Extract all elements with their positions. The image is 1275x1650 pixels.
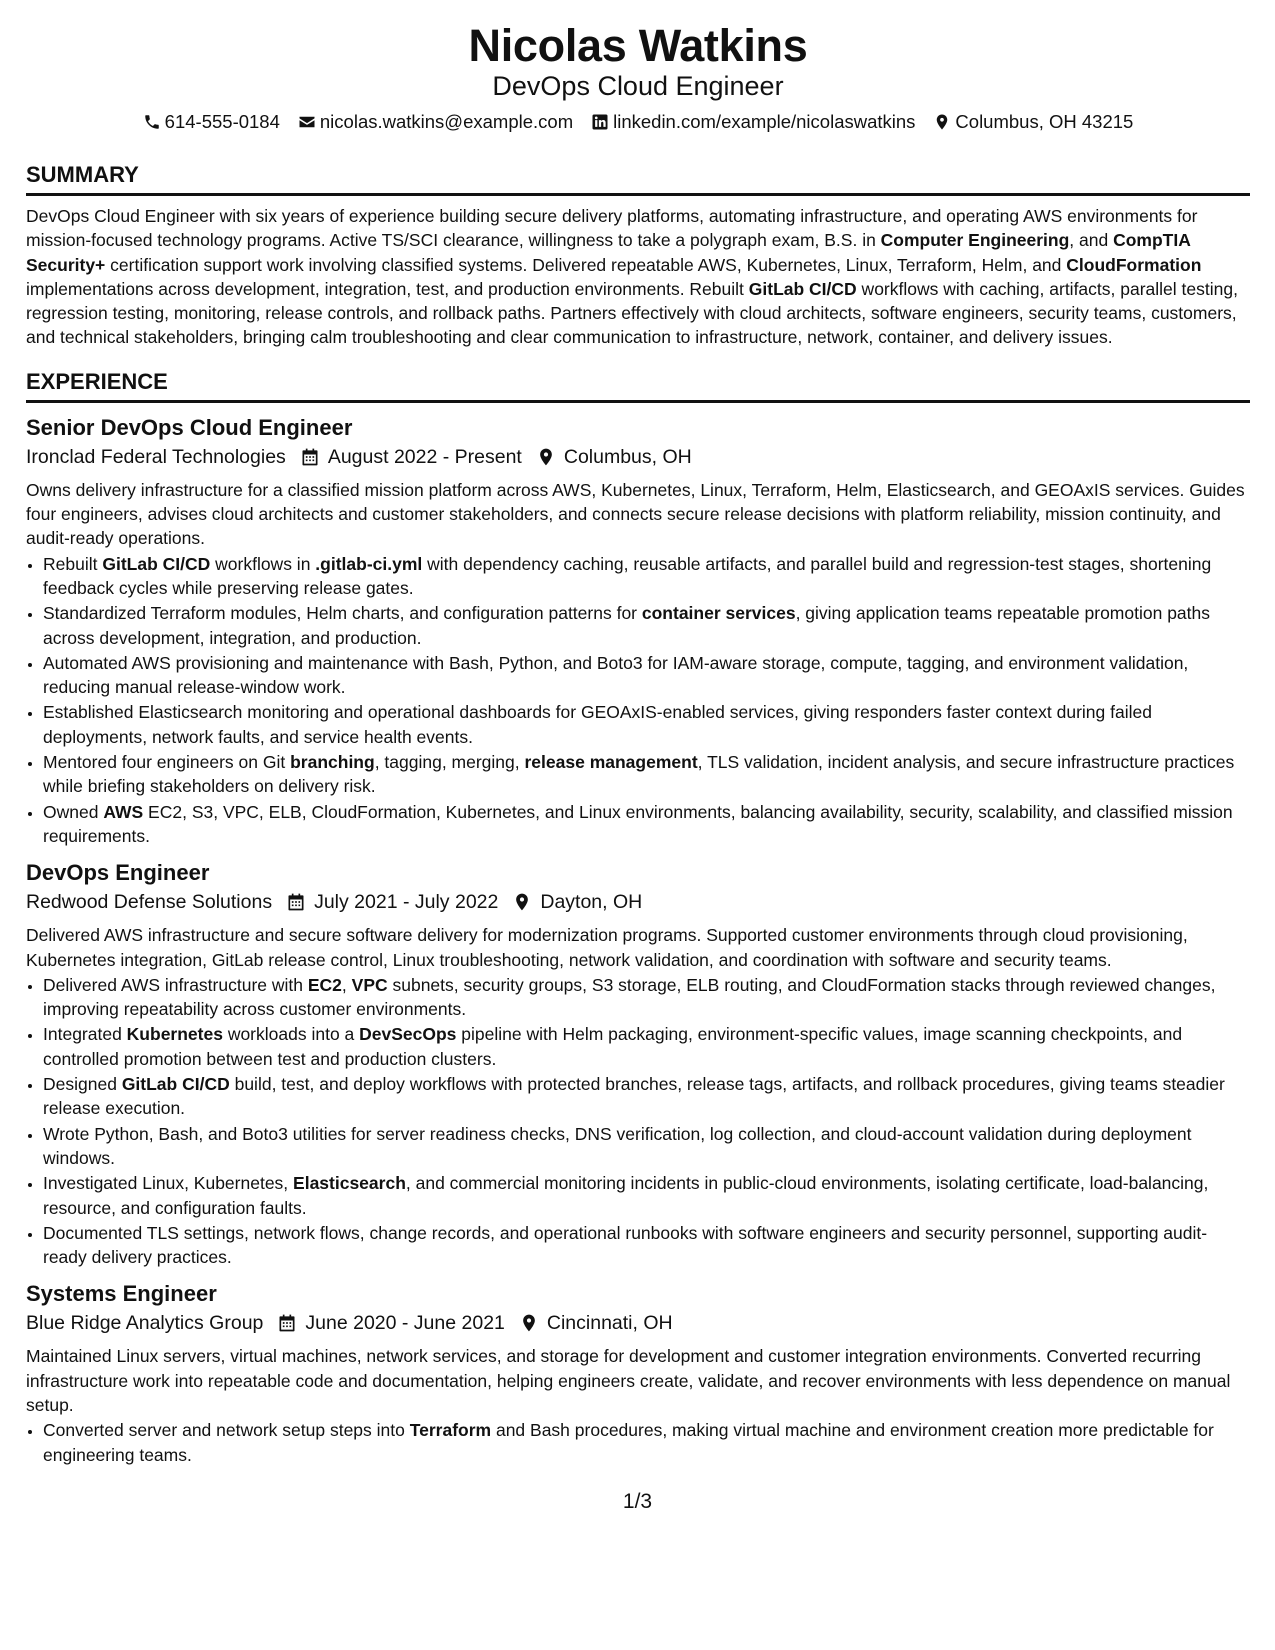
bold-keyword: Computer Engineering	[880, 230, 1070, 251]
job-entry	[26, 413, 1250, 848]
location-text: Columbus, OH 43215	[955, 111, 1134, 132]
bold-keyword: GitLab CI/CD	[102, 553, 211, 574]
text-run: pipeline with Helm packaging, environment-specific values, image scanning checkpoints, and controlled promotion between test and production clusters.	[43, 1024, 1183, 1069]
text-run: Converted server and network setup steps into	[43, 1420, 410, 1441]
achievement-item	[43, 1418, 1250, 1467]
company-name: Blue Ridge Analytics Group	[26, 1312, 264, 1335]
text-run: EC2, S3, VPC, ELB, CloudFormation, Kubernetes, and Linux environments, balancing availability, security, scalability, and classified mission requirements.	[43, 801, 1233, 846]
map-pin-icon	[933, 113, 951, 131]
company-name: Ironclad Federal Technologies	[26, 445, 286, 468]
job-description: Owns delivery infrastructure for a classified mission platform across AWS, Kubernetes, Linux, Terraform, Helm, Elasticsearch, and GEOAxIS services. Guides four engineers, advises cloud architects and customer stakeholders, and connects secure release decisions with platform reliability, mission continuity, and audit-ready operations.	[26, 479, 1245, 549]
bold-keyword: Kubernetes	[126, 1024, 223, 1045]
achievement-item	[43, 973, 1250, 1022]
text-run: and Bash procedures, making virtual machine and environment creation more predictable for engineering teams.	[43, 1420, 1214, 1465]
job-location: Columbus, OH	[563, 445, 692, 468]
job-dates: July 2021 - July 2022	[314, 891, 499, 914]
text-run: workflows in	[210, 553, 316, 574]
contact-email[interactable]	[298, 110, 573, 134]
summary-section	[26, 161, 1250, 350]
bold-keyword: CloudFormation	[1066, 254, 1202, 275]
job-dates: June 2020 - June 2021	[305, 1312, 505, 1335]
text-run: Documented TLS settings, network flows, change records, and operational runbooks with software engineers and security personnel, supporting audit-ready delivery practices.	[43, 1222, 1208, 1268]
achievement-list	[26, 1418, 1250, 1467]
job-location: Dayton, OH	[540, 891, 643, 914]
map-pin-icon	[519, 1313, 539, 1333]
page-number: 1/3	[622, 1490, 653, 1513]
achievement-item	[43, 552, 1250, 601]
linkedin-icon	[591, 113, 609, 131]
achievement-item	[43, 1171, 1250, 1220]
achievement-item	[43, 750, 1250, 799]
text-run: Established Elasticsearch monitoring and operational dashboards for GEOAxIS-enabled services, giving responders faster context during failed deployments, network faults, and service health events.	[43, 702, 1152, 747]
job-title: DevOps Engineer	[26, 860, 210, 886]
envelope-icon	[298, 113, 316, 131]
calendar-icon	[300, 447, 320, 467]
text-run: build, test, and deploy workflows with protected branches, release tags, artifacts, and rollback procedures, giving teams steadier release execution.	[43, 1074, 1225, 1119]
text-run: ,	[341, 974, 352, 995]
experience-heading: EXPERIENCE	[26, 368, 1250, 403]
text-run: Wrote Python, Bash, and Boto3 utilities for server readiness checks, DNS verification, log collection, and cloud-account validation during deployment windows.	[43, 1123, 1192, 1168]
map-pin-icon	[512, 892, 532, 912]
bold-keyword: CompTIA Security+	[26, 230, 1191, 275]
text-run: Mentored four engineers on Git	[43, 752, 291, 773]
contact-bar	[26, 110, 1250, 134]
contact-linkedin[interactable]	[591, 110, 915, 134]
job-entry	[26, 858, 1250, 1269]
text-run: Investigated Linux, Kubernetes,	[43, 1173, 294, 1194]
achievement-item	[43, 1221, 1250, 1270]
phone-icon	[143, 113, 161, 131]
candidate-name: Nicolas Watkins	[468, 20, 808, 71]
text-run: DevOps Cloud Engineer with six years of experience building secure delivery platforms, automating infrastructure, and operating AWS environments for mission-focused technology programs. Active TS/SCI clearance, willingness to take a polygraph exam, B.S. in	[26, 206, 1198, 251]
candidate-title: DevOps Cloud Engineer	[492, 71, 784, 101]
calendar-icon	[286, 892, 306, 912]
phone-text: 614-555-0184	[164, 111, 280, 132]
job-meta	[26, 1308, 1250, 1338]
job-meta	[26, 442, 1250, 472]
job-title: Senior DevOps Cloud Engineer	[26, 414, 353, 440]
text-run: , and commercial monitoring incidents in public-cloud environments, isolating certificate, load-balancing, resource, and configuration faults.	[43, 1173, 1209, 1218]
achievement-item	[43, 601, 1250, 650]
linkedin-link[interactable]: linkedin.com/example/nicolaswatkins	[613, 111, 916, 132]
achievement-item	[43, 1022, 1250, 1071]
email-link[interactable]: nicolas.watkins@example.com	[319, 111, 574, 132]
text-run: , TLS validation, incident analysis, and secure infrastructure practices while briefing stakeholders on delivery risk.	[43, 752, 1235, 797]
bold-keyword: GitLab CI/CD	[748, 278, 857, 299]
text-run: , giving application teams repeatable promotion paths across development, integration, and production.	[43, 603, 1210, 648]
summary-heading: SUMMARY	[26, 161, 1250, 196]
job-dates: August 2022 - Present	[327, 445, 522, 468]
job-entry	[26, 1279, 1250, 1466]
text-run: Integrated	[43, 1024, 127, 1045]
achievement-item	[43, 1072, 1250, 1121]
job-description: Delivered AWS infrastructure and secure software delivery for modernization programs. Supported customer environments through cloud provisioning, Kubernetes integration, GitLab release control, Linux troubleshooting, network validation, and coordination with software and security teams.	[26, 925, 1188, 970]
text-run: Standardized Terraform modules, Helm charts, and configuration patterns for	[43, 603, 642, 624]
job-title: Systems Engineer	[26, 1281, 217, 1307]
bold-keyword: EC2	[307, 974, 342, 995]
text-run: workflows with caching, artifacts, parallel testing, regression testing, monitoring, release controls, and rollback paths. Partners effectively with cloud architects, software engineers, security teams, customers, and technical stakeholders, bringing calm troubleshooting and clear communication to infrastructure, network, container, and delivery issues.	[26, 278, 1238, 348]
text-run: subnets, security groups, S3 storage, ELB routing, and CloudFormation stacks through reviewed changes, improving repeatability across customer environments.	[43, 974, 1216, 1020]
bold-keyword: DevSecOps	[359, 1024, 457, 1045]
resume-page	[26, 20, 1250, 1468]
summary-text	[26, 204, 1250, 350]
company-name: Redwood Defense Solutions	[26, 891, 273, 914]
text-run: Designed	[43, 1074, 122, 1095]
achievement-item	[43, 800, 1250, 849]
contact-phone	[143, 110, 280, 134]
bold-keyword: .gitlab-ci.yml	[315, 553, 423, 574]
job-description: Maintained Linux servers, virtual machines, network services, and storage for development and customer integration environments. Converted recurring infrastructure work into repeatable code and documentation, helping engineers create, validate, and recover environments with less dependence on manual setup.	[26, 1346, 1231, 1415]
bold-keyword: Terraform	[409, 1420, 492, 1441]
bold-keyword: GitLab CI/CD	[121, 1074, 230, 1095]
job-meta	[26, 887, 1250, 917]
achievement-item	[43, 700, 1250, 749]
contact-location	[933, 110, 1133, 134]
text-run: workloads into a	[222, 1024, 360, 1045]
experience-section	[26, 368, 1250, 1467]
text-run: Automated AWS provisioning and maintenance with Bash, Python, and Boto3 for IAM-aware storage, compute, tagging, and environment validation, reducing manual release-window work.	[43, 652, 1189, 698]
resume-header	[26, 20, 1250, 134]
bold-keyword: Elasticsearch	[293, 1173, 406, 1194]
bold-keyword: release management	[524, 752, 698, 773]
job-list	[26, 413, 1250, 1467]
bold-keyword: container services	[641, 603, 796, 624]
achievement-list	[26, 552, 1250, 849]
achievement-list	[26, 973, 1250, 1270]
achievement-item	[43, 651, 1250, 700]
bold-keyword: VPC	[351, 974, 388, 995]
text-run: certification support work involving classified systems. Delivered repeatable AWS, Kubernetes, Linux, Terraform, Helm, and	[105, 254, 1067, 275]
map-pin-icon	[536, 447, 556, 467]
achievement-item	[43, 1122, 1250, 1171]
text-run: implementations across development, integration, test, and production environments. Rebuilt	[26, 278, 749, 299]
calendar-icon	[277, 1313, 297, 1333]
text-run: with dependency caching, reusable artifacts, and parallel build and regression-test stages, shortening feedback cycles while preserving release gates.	[43, 553, 1212, 598]
text-run: , tagging, merging,	[374, 752, 525, 773]
text-run: Rebuilt	[43, 553, 103, 574]
text-run: Owned	[43, 801, 104, 822]
text-run: , and	[1069, 230, 1114, 251]
bold-keyword: branching	[290, 752, 375, 773]
text-run: Delivered AWS infrastructure with	[43, 974, 308, 995]
job-location: Cincinnati, OH	[546, 1312, 673, 1335]
bold-keyword: AWS	[103, 801, 144, 822]
